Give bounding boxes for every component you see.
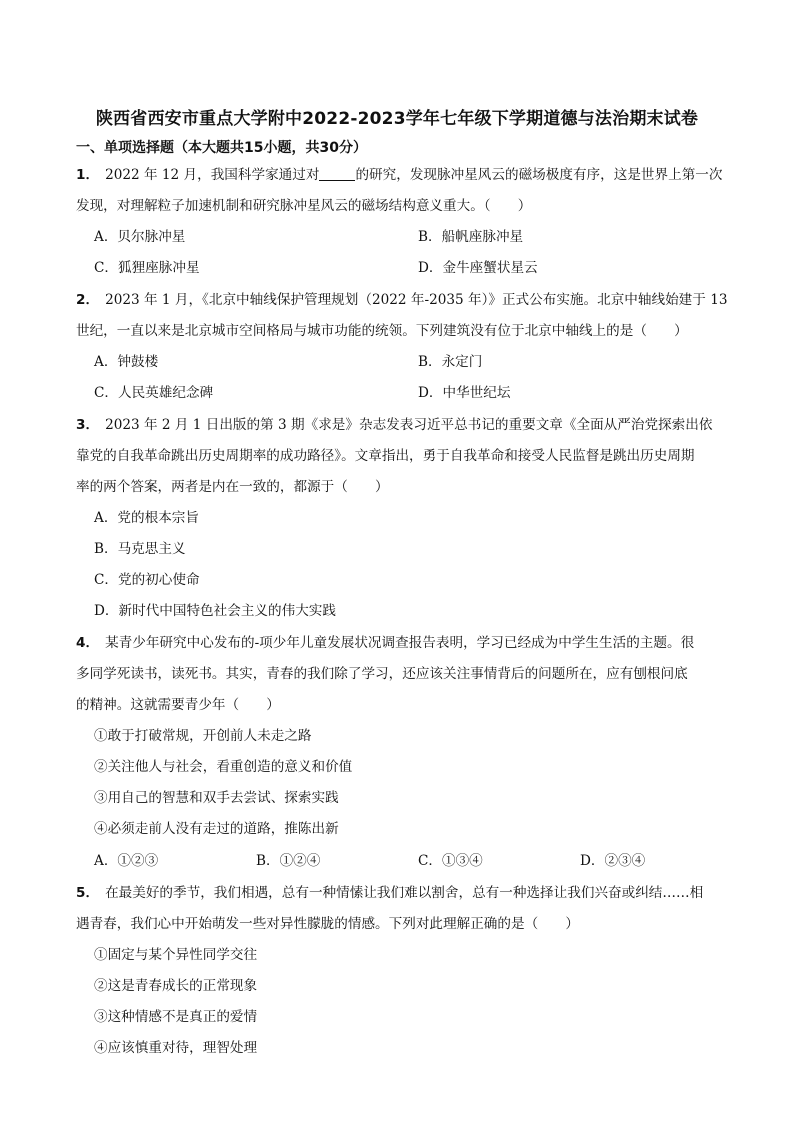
question-4-option-a: A．①②③: [94, 853, 159, 869]
question-4-line-2: 多同学死读书，读死书。其实，青春的我们除了学习，还应该关注事情背后的问题所在，应有刨根问底: [76, 666, 688, 682]
question-1-option-c: C．狐狸座脉冲星: [94, 260, 200, 276]
question-5-line-2: 遇青春，我们心中开始萌发一些对异性朦胧的情感。下列对此理解正确的是（ ）: [76, 916, 579, 932]
question-1-line-1: 1． 2022 年 12 月，我国科学家通过对 的研究，发现脉冲星风云的磁场极度有序，这是世界上第一次: [76, 167, 723, 183]
question-4-line-3: 的精神。这就需要青少年（ ）: [76, 697, 280, 713]
question-4-item-1: ①敢于打破常规，开创前人未走之路: [94, 728, 312, 744]
question-3-option-a: A．党的根本宗旨: [94, 510, 199, 526]
question-1-line-2: 发现，对理解粒子加速机制和研究脉冲星风云的磁场结构意义重大。（ ）: [76, 198, 532, 214]
answer-blank: [319, 166, 355, 181]
question-3-line-1: 3． 2023 年 2 月 1 日出版的第 3 期《求是》杂志发表习近平总书记的重要文章《全面从严治党探索出依: [76, 417, 713, 433]
question-3-option-c: C．党的初心使命: [94, 572, 200, 588]
question-3-line-3: 率的两个答案，两者是内在一致的，都源于（ ）: [76, 479, 389, 495]
question-2-option-d: D．中华世纪坛: [418, 385, 511, 401]
question-5-item-2: ②这是青春成长的正常现象: [94, 978, 258, 994]
question-number: 2．: [76, 292, 100, 308]
question-5-item-3: ③这种情感不是真正的爱情: [94, 1009, 258, 1025]
section-heading: 一、单项选择题（本大题共15小题，共30分）: [76, 140, 367, 156]
question-4-item-4: ④必须走前人没有走过的道路，推陈出新: [94, 821, 339, 837]
question-number: 5．: [76, 885, 100, 901]
question-number: 1．: [76, 167, 100, 183]
question-5-item-4: ④应该慎重对待，理智处理: [94, 1040, 258, 1056]
question-4-option-d: D．②③④: [580, 853, 646, 869]
question-4-item-2: ②关注他人与社会，看重创造的意义和价值: [94, 759, 353, 775]
question-4-option-c: C．①③④: [418, 853, 483, 869]
question-number: 3．: [76, 417, 100, 433]
question-2-option-c: C．人民英雄纪念碑: [94, 385, 214, 401]
question-2-line-2: 世纪，一直以来是北京城市空间格局与城市功能的统领。下列建筑没有位于北京中轴线上的是（ ）: [76, 323, 688, 339]
question-2-option-b: B．永定门: [418, 354, 483, 370]
question-number: 4．: [76, 635, 100, 651]
question-1-option-d: D．金牛座蟹状星云: [418, 260, 538, 276]
question-1-option-a: A．贝尔脉冲星: [94, 229, 186, 245]
question-4-item-3: ③用自己的智慧和双手去尝试、探索实践: [94, 790, 339, 806]
question-5-line-1: 5． 在最美好的季节，我们相遇，总有一种情愫让我们难以割舍，总有一种选择让我们兴奋或纠结……相: [76, 885, 704, 901]
question-2-line-1: 2． 2023 年 1 月，《北京中轴线保护管理规划（2022 年-2035 年）》正式公布实施。北京中轴线始建于 13: [76, 292, 728, 308]
question-3-option-b: B．马克思主义: [94, 541, 186, 557]
question-4-option-b: B．①②④: [256, 853, 321, 869]
question-3-option-d: D．新时代中国特色社会主义的伟大实践: [94, 603, 336, 619]
question-1-option-b: B．船帆座脉冲星: [418, 229, 524, 245]
page-title: 陕西省西安市重点大学附中2022-2023学年七年级下学期道德与法治期末试卷: [95, 109, 699, 129]
question-5-item-1: ①固定与某个异性同学交往: [94, 947, 258, 963]
question-3-line-2: 靠党的自我革命跳出历史周期率的成功路径》。文章指出，勇于自我革命和接受人民监督是跳出历史周期: [76, 448, 695, 464]
question-2-option-a: A．钟鼓楼: [94, 354, 159, 370]
question-4-line-1: 4． 某青少年研究中心发布的-项少年儿童发展状况调查报告表明，学习已经成为中学生生活的主题。很: [76, 635, 695, 651]
